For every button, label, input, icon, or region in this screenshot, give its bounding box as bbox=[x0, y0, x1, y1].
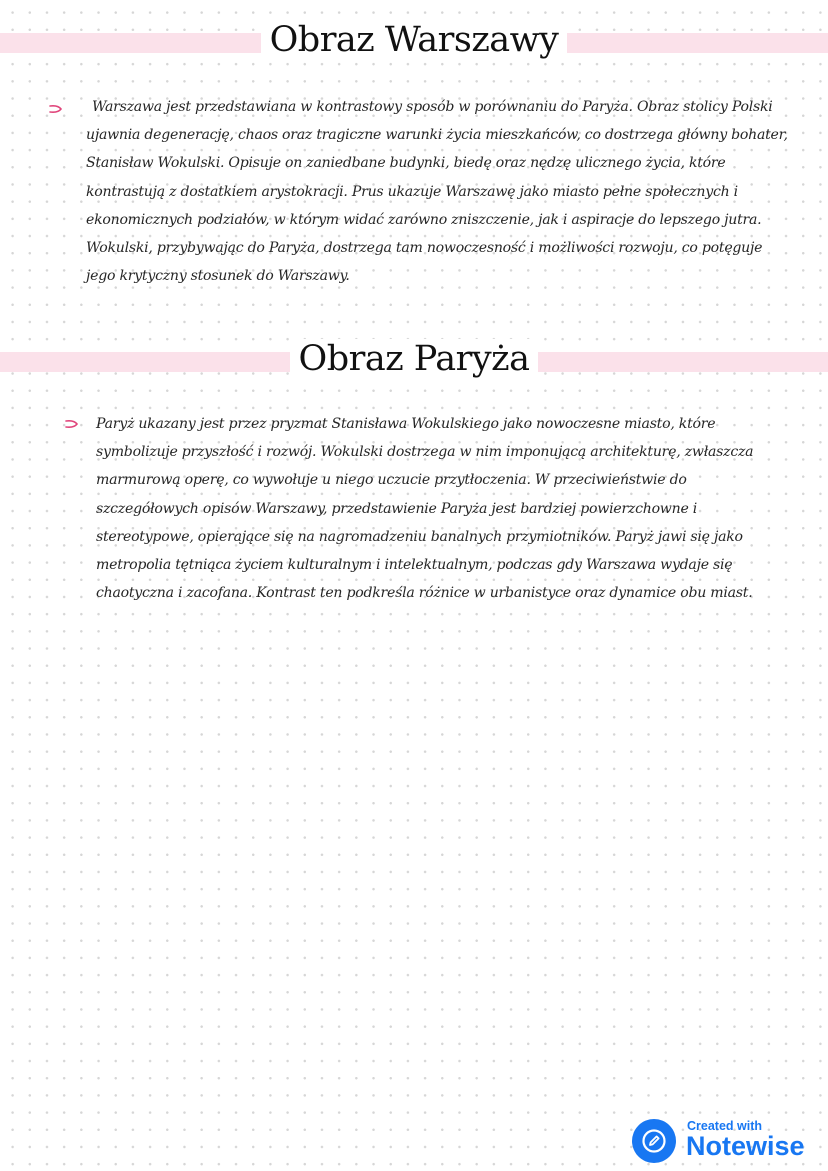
section-paragraph: Paryż ukazany jest przez pryzmat Stanisława Wokulskiego jako nowoczesne miasto, które symbolizuje przyszłość i rozwój. Wokulski dostrzega w nim imponującą architekturę, zwłaszcza marmurową operę, co wywołuje u niego uczucie przytłoczenia. W przeciwieństwie do szczegółowych opisów Warszawy, przedstawienie Paryża jest bardziej powierzchowne i stereotypowe, opierające się na nagromadzeniu banalnych przymiotników. Paryż jawi się jako metropolia tętniąca życiem kulturalnym i intelektualnym, podczas gdy Warszawa wydaje się chaotyczna i zacofana. Kontrast ten podkreśla różnice w urbanistyce oraz dynamice obu miast. bbox=[96, 416, 754, 602]
section-paragraph: Warszawa jest przedstawiana w kontrastowy sposób w porównaniu do Paryża. Obraz stolicy Polski ujawnia degenerację, chaos oraz tragiczne warunki życia mieszkańców, co dostrzega główny bohater, Stanisław Wokulski. Opisuje on zaniedbane budynki, biedę oraz nędzę ulicznego życia, które kontrastują z dostatkiem arystokracji. Prus ukazuje Warszawę jako miasto pełne społecznych i ekonomicznych podziałów, w którym widać zarówno zniszczenie, jak i aspiracje do lepszego jutra. Wokulski, przybywając do Paryża, dostrzega tam nowoczesność i możliwości rozwoju, co potęguje jego krytyczny stosunek do Warszawy. bbox=[86, 99, 788, 285]
pencil-icon bbox=[642, 1129, 666, 1153]
section-title: Obraz Warszawy bbox=[0, 18, 828, 62]
brand-name: Notewise bbox=[686, 1131, 805, 1161]
section-title: Obraz Paryża bbox=[0, 337, 828, 381]
bullet-arrow-icon bbox=[48, 103, 64, 115]
bullet-arrow-icon bbox=[64, 418, 80, 430]
brand-caption: Created with bbox=[687, 1119, 763, 1133]
notewise-logo bbox=[632, 1119, 676, 1163]
notewise-watermark bbox=[632, 1118, 822, 1164]
